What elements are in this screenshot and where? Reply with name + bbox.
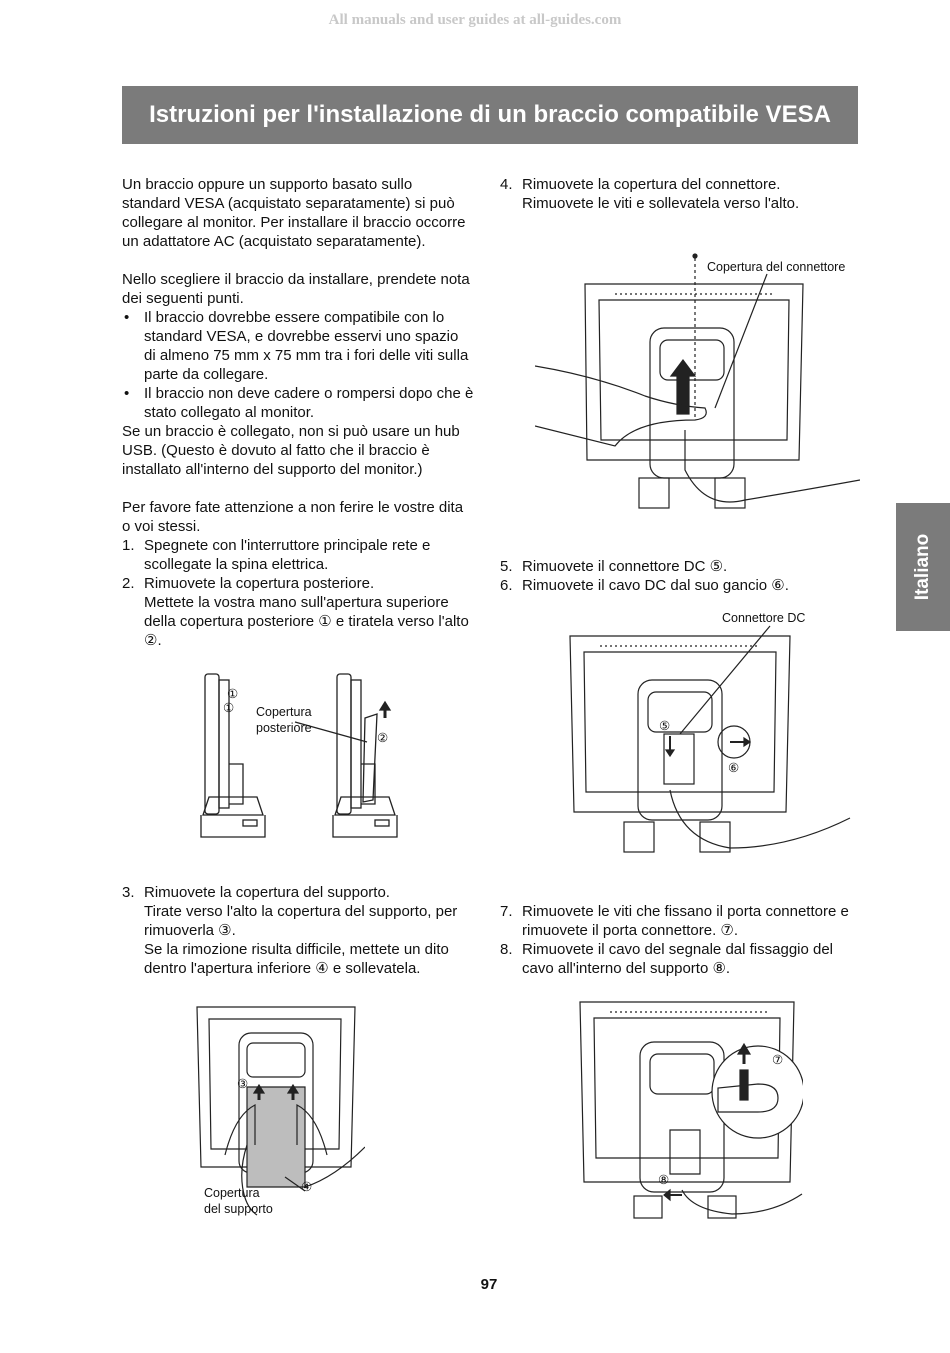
dc-connector-label: Connettore DC: [722, 611, 806, 625]
back-cover-illustration: [195, 670, 415, 845]
selection-notes: Nello scegliere il braccio da installare, prendete nota dei seguenti punti.: [122, 271, 470, 307]
callout-2: ②: [377, 731, 389, 745]
page-number: 97: [480, 1276, 498, 1293]
bullet-stability: • Il braccio non deve cadere o rompersi dopo che è stato collegato al monitor.: [124, 385, 474, 421]
step-4: 4. Rimuovete la copertura del connettore. Rimuovete le viti e sollevatela verso l'alto.: [500, 176, 800, 212]
language-tab-label: Italiano: [912, 533, 933, 601]
step-3: 3. Rimuovete la copertura del supporto. Tirate verso l'alto la copertura del supporto, per rimuoverla ③. Se la rimozione risulta difficile, mettete un dito dentro l'apertura inferiore ④ e sollevatela.: [122, 884, 458, 977]
step-2: 2. Rimuovete la copertura posteriore. Mettete la vostra mano sull'apertura superiore della copertura posteriore ① e tiratela verso l'alto ②.: [122, 575, 469, 649]
step-1: 1. Spegnete con l'interruttore principale rete e scollegate la spina elettrica.: [122, 537, 431, 573]
back-cover-label-1: Copertura: [256, 705, 312, 719]
stand-cover-label-2: del supporto: [204, 1202, 273, 1216]
callout-5: ⑤: [659, 719, 671, 733]
usb-note: Se un braccio è collegato, non si può usare un hub USB. (Questo è dovuto al fatto che il braccio è installato all'interno del supporto del monitor.): [122, 423, 460, 478]
watermark: All manuals and user guides at all-guides.com: [328, 12, 622, 28]
intro-paragraph: Un braccio oppure un supporto basato sullo standard VESA (acquistato separatamente) si può collegare al monitor. Per installare il braccio occorre un adattatore AC (acquistato separatamente).: [122, 176, 466, 250]
page-title: [122, 86, 858, 144]
connector-cover-illustration: [535, 250, 860, 520]
step-6: 6. Rimuovete il cavo DC dal suo gancio ⑥.: [500, 577, 789, 594]
step-5: 5. Rimuovete il connettore DC ⑤.: [500, 558, 728, 575]
step-4-block: [500, 175, 870, 213]
connector-holder-illustration: [578, 1000, 803, 1225]
stand-cover-illustration: [195, 1005, 365, 1220]
page-title-text: Istruzioni per l'installazione di un braccio compatibile VESA: [149, 101, 831, 128]
callout-4: ④: [301, 1180, 313, 1194]
step-7-8-block: [500, 902, 870, 978]
step-7: 7. Rimuovete le viti che fissano il porta connettore e rimuovete il porta connettore. ⑦.: [500, 903, 849, 939]
left-column-top: [122, 175, 492, 650]
bullet-vesa: • Il braccio dovrebbe essere compatibile con lo standard VESA, e dovrebbe esservi uno spazio di almeno 75 mm x 75 mm tra i fori delle viti sulla parte da collegare.: [124, 309, 469, 383]
callout-7: ⑦: [772, 1053, 784, 1067]
step-5-6-block: [500, 557, 870, 595]
caution-text: Per favore fate attenzione a non ferire le vostre dita o voi stessi.: [122, 499, 464, 535]
callout-6: ⑥: [728, 761, 740, 775]
callout-1b: ①: [223, 701, 235, 715]
callout-3: ③: [237, 1077, 249, 1091]
connector-cover-label: Copertura del connettore: [707, 260, 846, 274]
step-8: 8. Rimuovete il cavo del segnale dal fissaggio del cavo all'interno del supporto ⑧.: [500, 941, 834, 977]
back-cover-label-2: posteriore: [256, 721, 312, 735]
left-column-bottom: [122, 883, 492, 978]
language-tab: [896, 503, 950, 631]
callout-1: ①: [227, 687, 239, 701]
callout-8: ⑧: [658, 1173, 670, 1187]
stand-cover-label-1: Copertura: [204, 1186, 260, 1200]
dc-connector-illustration: [560, 610, 860, 865]
